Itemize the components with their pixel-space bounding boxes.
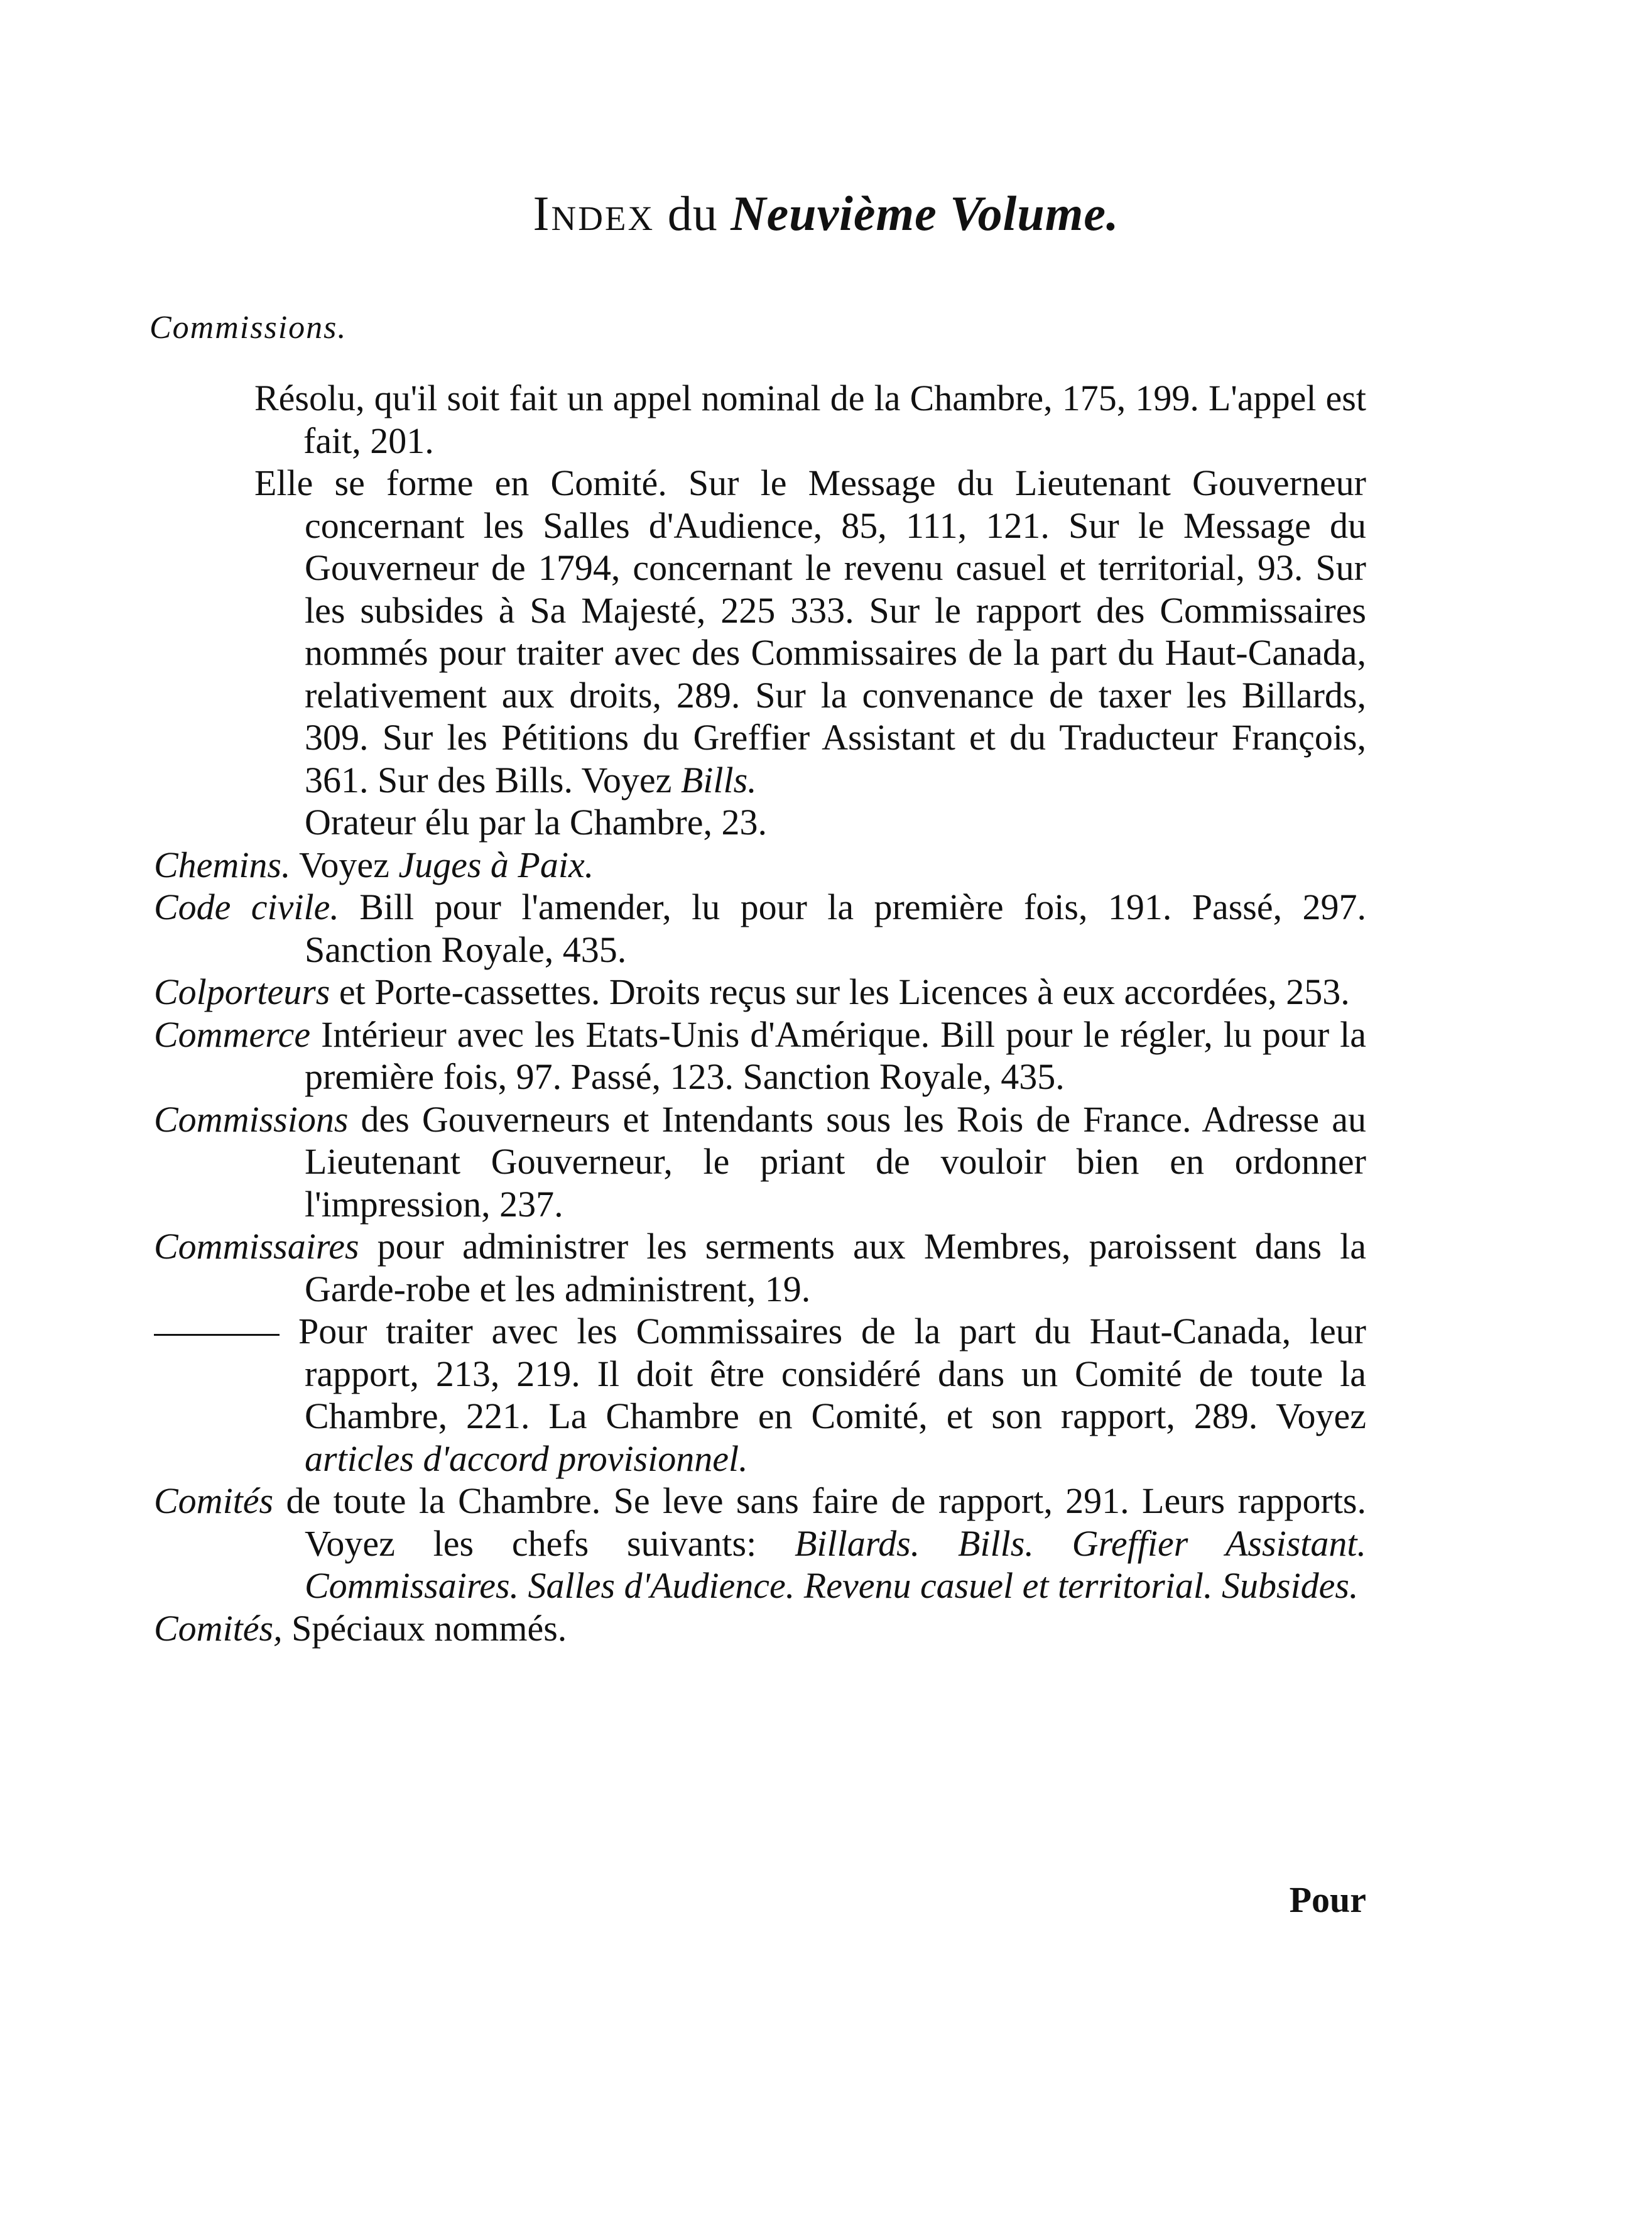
index-body — [154, 377, 1366, 1649]
index-entry-commissions — [154, 1098, 1366, 1226]
entry-text: Pour traiter avec les Commissaires de la part du Haut-Canada, leur rapport, 213, 219. Il doit être considéré dans un Comité de toute la Chambre, 221. La Chambre en Comité, et son rapport, 289. Voyez — [298, 1311, 1366, 1436]
index-entry-commissaires-continued — [154, 1310, 1366, 1480]
entry-text: Elle se forme en Comité. Sur le Message du Lieutenant Gouverneur concernant les Salles d'Audience, 85, 111, 121. Sur le Message du Gouverneur de 1794, concernant le revenu casuel et territorial, 93. Sur les subsides à Sa Majesté, 225 333. Sur le rapport des Commissaires nommés pour traiter avec des Commissaires de la part du Haut-Canada, relativement aux droits, 289. Sur la convenance de taxer les Billards, 309. Sur les Pétitions du Greffier Assistant et du Traducteur François, 361. Sur des Bills. Voyez — [254, 462, 1366, 800]
entry-cross-ref: articles d'accord provisionnel. — [305, 1438, 748, 1479]
ditto-dash — [154, 1334, 280, 1336]
catchword: Pour — [1289, 1879, 1366, 1920]
entry-text: Voyez — [290, 844, 399, 885]
title-du: du — [655, 186, 731, 241]
index-entry-chemins — [154, 844, 1366, 887]
entry-cross-ref: Bills. — [680, 759, 757, 800]
entry-headword: Colporteurs — [154, 971, 330, 1012]
entry-text: Orateur élu par la Chambre, 23. — [305, 802, 767, 843]
entry-cross-ref: Billards. Bills. Greffier Assistant. Commissaires. Salles d'Audience. Revenu casuel et territorial. Subsides. — [305, 1522, 1366, 1606]
entry-headword: Comités — [154, 1480, 274, 1521]
entry-headword: Comités, — [154, 1607, 283, 1649]
index-entry-code-civile — [154, 886, 1366, 971]
index-entry-orateur — [154, 801, 1366, 844]
entry-text: des Gouverneurs et Intendants sous les Rois de France. Adresse au Lieutenant Gouverneur, le priant de vouloir bien en ordonner l'impression, 237. — [305, 1098, 1366, 1225]
index-entry-colporteurs — [154, 971, 1366, 1013]
entry-text: Résolu, qu'il soit fait un appel nominal de la Chambre, 175, 199. L'appel est fait, 201. — [254, 378, 1366, 461]
title-volume: Neuvième Volume. — [731, 186, 1119, 241]
entry-text: Bill pour l'amender, lu pour la première fois, 191. Passé, 297. Sanction Royale, 435. — [305, 887, 1366, 970]
index-entry-commerce — [154, 1013, 1366, 1098]
index-entry-comites-toute-la-chambre — [154, 1480, 1366, 1607]
index-entry-resolu — [254, 377, 1366, 462]
entry-cross-ref: Juges à Paix. — [398, 844, 594, 885]
entry-text: pour administrer les serments aux Membres, paroissent dans la Garde-robe et les administrent, 19. — [305, 1226, 1366, 1309]
title-index-word: Index — [533, 186, 655, 241]
entry-text: Spéciaux nommés. — [282, 1607, 567, 1649]
page-title — [0, 185, 1652, 242]
entry-headword: Code civile. — [154, 887, 339, 927]
index-entry-comite — [154, 462, 1366, 801]
entry-text: et Porte-cassettes. Droits reçus sur les Licences à eux accordées, 253. — [330, 971, 1350, 1012]
index-entry-comites-speciaux — [154, 1607, 1366, 1650]
entry-headword: Commerce — [154, 1013, 311, 1055]
entry-headword: Commissions — [154, 1098, 349, 1140]
entry-text: Intérieur avec les Etats-Unis d'Amérique. Bill pour le régler, lu pour la première fois, 97. Passé, 123. Sanction Royale, 435. — [305, 1013, 1366, 1097]
index-entry-commissaires — [154, 1225, 1366, 1310]
section-heading: Commissions. — [149, 310, 347, 346]
entry-headword: Commissaires — [154, 1226, 359, 1267]
entry-headword: Chemins. — [154, 844, 291, 885]
entry-text: de toute la Chambre. Se leve sans faire de rapport, 291. Leurs rapports. Voyez les chefs suivants: — [273, 1480, 1366, 1564]
